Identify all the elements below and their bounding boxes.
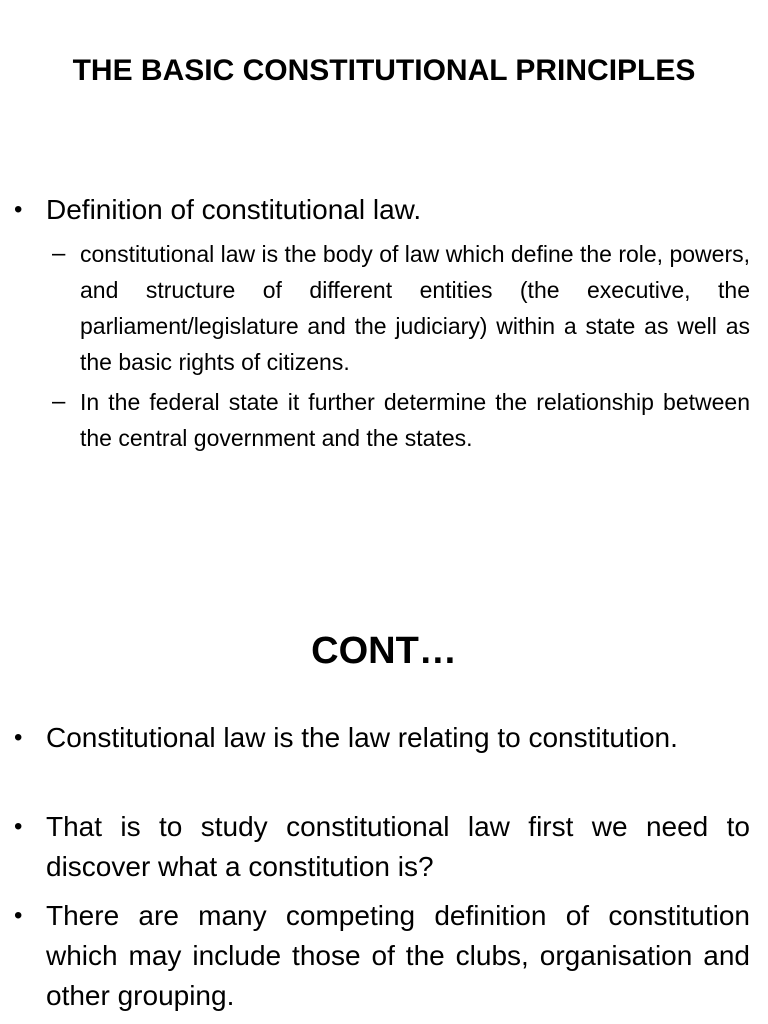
bullet-marker: • [14,813,23,840]
bullet-text: Definition of constitutional law. [46,194,422,225]
slide-cont [0,600,768,1024]
sub-item [52,236,750,380]
bullet-marker: • [14,902,23,929]
bullet-item [14,807,750,887]
bullet-text: That is to study constitutional law first we need to discover what a constitution is? [46,811,750,882]
dash-marker: – [52,388,66,415]
bullet-item [14,190,750,230]
dash-marker: – [52,240,66,267]
bullet-text: Constitutional law is the law relating to constitution. [46,722,678,753]
slide-title: THE BASIC CONSTITUTIONAL PRINCIPLES [72,54,696,87]
bullet-item [14,896,750,1016]
bullet-item [14,718,750,758]
bullet-marker: • [14,196,23,223]
sub-item-text: In the federal state it further determine the relationship between the central government and the states. [80,389,750,451]
slide-title: CONT… [311,630,457,672]
sub-item-text: constitutional law is the body of law which define the role, powers, and structure of different entities (the executive, the parliament/legislature and the judiciary) within a state as well as the basic rights of citizens. [80,241,750,375]
bullet-text: There are many competing definition of constitution which may include those of the clubs, organisation and other grouping. [46,900,750,1011]
bullet-marker: • [14,724,23,751]
sub-item [52,384,750,456]
